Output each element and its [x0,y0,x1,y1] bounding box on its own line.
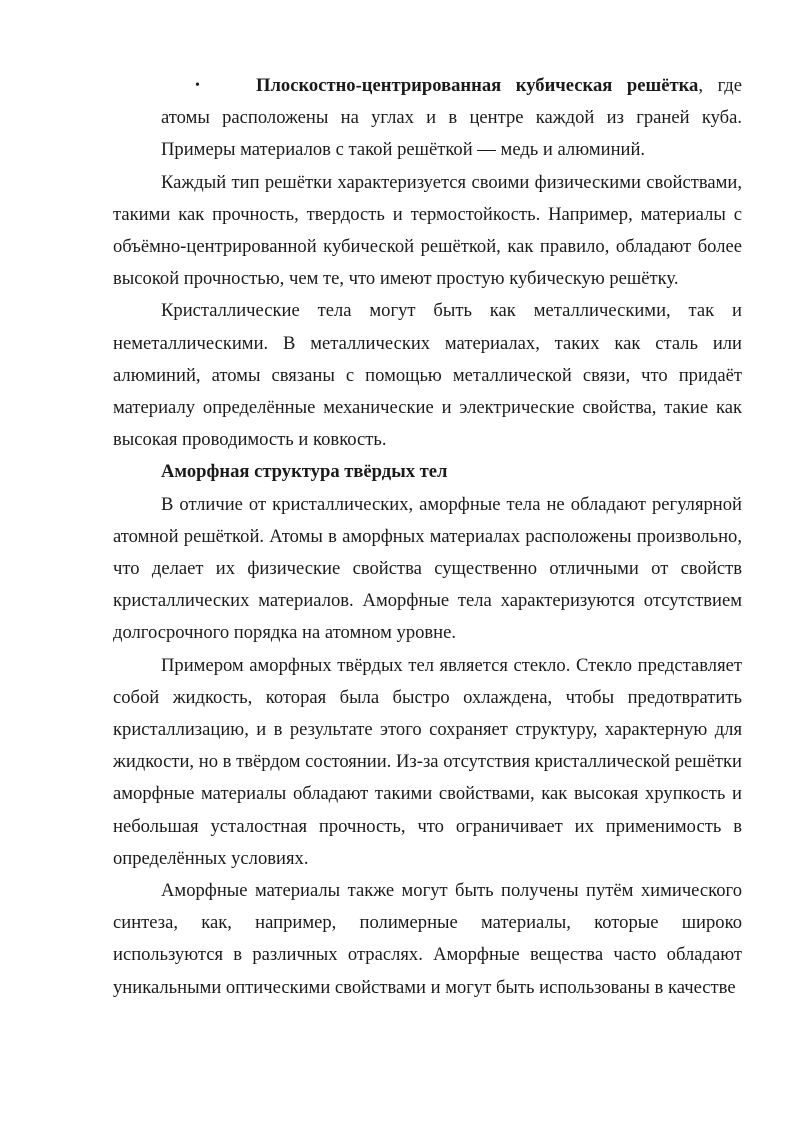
bullet-text [161,70,742,167]
bullet-term: Плоскостно-центрированная кубическая решётка [256,75,699,96]
bullet-marker: • [195,78,200,93]
paragraph: Примером аморфных твёрдых тел является стекло. Стекло представляет собой жидкость, которая была быстро охлаждена, чтобы предотвратить кристаллизацию, и в результате этого сохраняет структуру, характерную для жидкости, но в твёрдом состоянии. Из-за отсутствия кристаллической решётки аморфные материалы обладают такими свойствами, как высокая хрупкость и небольшая усталостная прочность, что ограничивает их применимость в определённых условиях. [113,654,742,869]
bullet-list-item [161,70,742,167]
paragraph: Кристаллические тела могут быть как металлическими, так и неметаллическими. В металлических материалах, таких как сталь или алюминий, атомы связаны с помощью металлической связи, что придаёт материалу определённые механические и электрические свойства, такие как высокая проводимость и ковкость. [113,300,742,451]
paragraph: Каждый тип решётки характеризуется своими физическими свойствами, такими как прочность, твердость и термостойкость. Например, материалы с объёмно-центрированной кубической решёткой, как правило, обладают более высокой прочностью, чем те, что имеют простую кубическую решётку. [113,171,742,290]
paragraph: Аморфные материалы также могут быть получены путём химического синтеза, как, например, полимерные материалы, которые широко используются в различных отраслях. Аморфные вещества часто обладают уникальными оптическими свойствами и могут быть использованы в качестве [113,880,742,998]
bullet-rest: , где атомы расположены на углах и в центре каждой из граней куба. Примеры материалов с такой решёткой — медь и алюминий. [161,75,742,161]
section-heading: Аморфная структура твёрдых тел [161,461,448,483]
paragraph: В отличие от кристаллических, аморфные тела не обладают регулярной атомной решёткой. Атомы в аморфных материалах расположены произвольно, что делает их физические свойства существенно отличными от свойств кристаллических материалов. Аморфные тела характеризуются отсутствием долгосрочного порядка на атомном уровне. [113,493,742,644]
document-body [113,70,742,1004]
